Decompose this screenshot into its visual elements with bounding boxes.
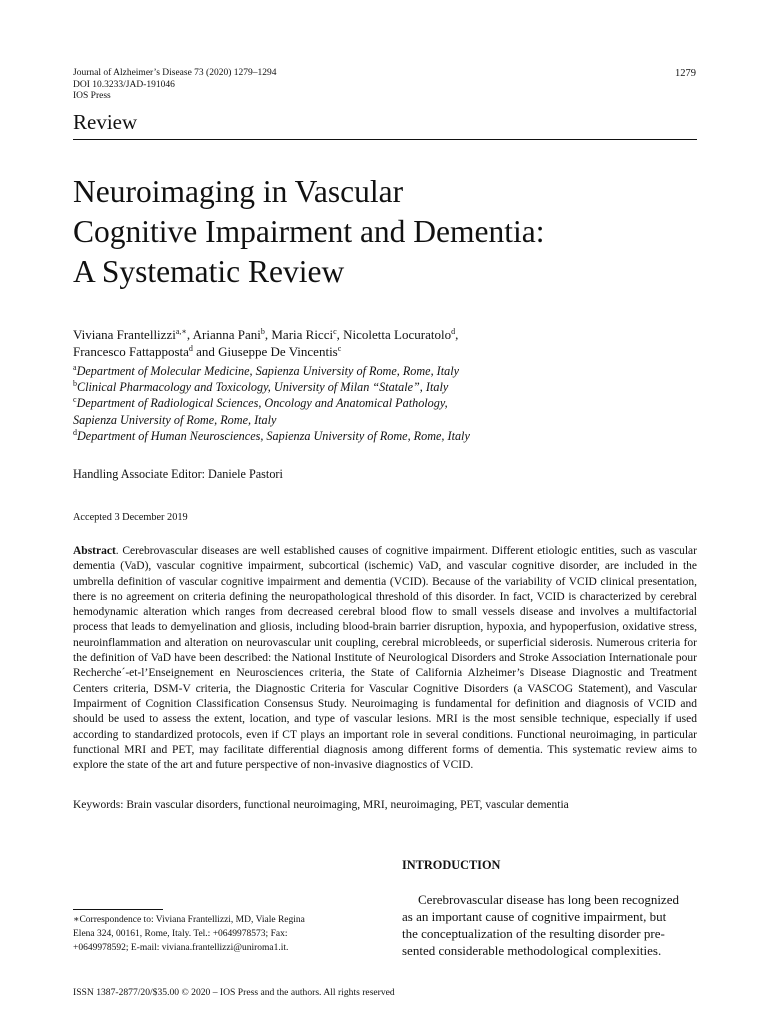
affiliation-list	[73, 363, 697, 444]
author-affil-mark: c	[333, 327, 337, 336]
title-line: Cognitive Impairment and Dementia:	[73, 214, 545, 249]
body-line: the conceptualization of the resulting disorder pre-	[402, 926, 665, 941]
author-affil-mark: d	[188, 344, 193, 353]
title-line: A Systematic Review	[73, 254, 345, 289]
page-number: 1279	[675, 68, 696, 79]
abstract	[73, 544, 697, 773]
body-line: sented considerable methodological complexities.	[402, 943, 662, 958]
author-list	[73, 326, 697, 360]
introduction-heading: INTRODUCTION	[402, 858, 501, 872]
footnote-line: ∗Correspondence to: Viviana Frantellizzi, MD, Viale Regina	[73, 915, 305, 925]
section-label: Review	[73, 110, 138, 134]
author-line	[73, 343, 697, 360]
affiliation-text: Department of Molecular Medicine, Sapienza University of Rome, Rome, Italy	[76, 364, 460, 378]
keywords: Keywords: Brain vascular disorders, functional neuroimaging, MRI, neuroimaging, PET, vascular dementia	[73, 799, 569, 811]
author-separator: and	[192, 344, 219, 359]
journal-citation: Journal of Alzheimer’s Disease 73 (2020) 1279–1294	[73, 68, 277, 78]
handling-editor: Handling Associate Editor: Daniele Pastori	[73, 467, 283, 481]
introduction-body	[402, 891, 697, 959]
author-name: Maria Ricci	[271, 327, 334, 342]
affiliation-text: Department of Human Neurosciences, Sapienza University of Rome, Rome, Italy	[77, 428, 470, 443]
publisher: IOS Press	[73, 91, 111, 101]
author-affil-mark: b	[260, 327, 265, 336]
author-affil-mark: c	[337, 344, 342, 353]
journal-metadata	[73, 68, 277, 103]
author-name: Giuseppe De Vincentis	[218, 344, 338, 359]
author-name: Francesco Fattapposta	[73, 344, 189, 359]
affiliation	[73, 412, 697, 428]
footnote-line: +0649978592; E-mail: viviana.frantellizzi@uniroma1.it.	[73, 943, 289, 953]
issn-copyright: ISSN 1387-2877/20/$35.00 © 2020 – IOS Press and the authors. All rights reserved	[73, 987, 395, 998]
correspondence-footnote	[73, 913, 367, 955]
author-affil-mark: a,∗	[175, 327, 187, 336]
affiliation	[73, 363, 697, 379]
header-rule	[73, 139, 697, 140]
affiliation	[73, 379, 697, 395]
author-separator: ,	[455, 327, 459, 342]
affiliation-text: Sapienza University of Rome, Rome, Italy	[73, 412, 277, 427]
affiliation	[73, 428, 697, 444]
paper-title	[73, 172, 693, 292]
author-line	[73, 326, 697, 343]
footnote-rule	[73, 909, 163, 910]
body-line: as an important cause of cognitive impairment, but	[402, 909, 667, 924]
body-line: Cerebrovascular disease has long been recognized	[418, 892, 679, 907]
affiliation	[73, 395, 697, 411]
title-line: Neuroimaging in Vascular	[73, 174, 404, 209]
footnote-line: Elena 324, 00161, Rome, Italy. Tel.: +0649978573; Fax:	[73, 929, 288, 939]
doi: DOI 10.3233/JAD-191046	[73, 79, 175, 90]
abstract-label: Abstract	[73, 545, 116, 557]
author-name: Viviana Frantellizzi	[73, 327, 176, 342]
affiliation-mark: c	[73, 395, 77, 405]
affiliation-text: Department of Radiological Sciences, Oncology and Anatomical Pathology,	[76, 396, 448, 411]
abstract-text: . Cerebrovascular diseases are well established causes of cognitive impairment. Different etiologic entities, such as vascular dementia (VaD), vascular cognitive impairment, subcortical (ischemic) VaD, and vascular cognitive disorder, are included in the umbrella definition of vascular cognitive impairment and dementia (VCID). Because of the variability of VCID clinical presentation, there is no agreement on criteria defining the neuropathological threshold of this disorder. In fact, VCID is characterized by cerebral hemodynamic alteration which ranges from decreased cerebral blood flow to small vessels disease and involves a multifactorial process that leads to demyelination and gliosis, including blood-brain barrier disruption, hypoxia, and hypoperfusion, oxidative stress, neuroinflammation and alteration on neurovascular unit coupling, cerebral microbleeds, or superficial siderosis. Numerous criteria for the definition of VaD have been described: the National Institute of Neurological Disorders and Stroke Association Internationale pour Recherche´-et-l’Enseignement en Neurosciences criteria, the State of California Alzheimer’s Disease Diagnostic and Treatment Centers criteria, DSM-V criteria, the Diagnostic Criteria for Vascular Cognitive Disorders (a VASCOG Statement), and Vascular Impairment of Cognition Classification Consensus Study. Neuroimaging is fundamental for definition and diagnosis of VCID and should be used to assess the extent, location, and type of vascular lesions. MRI is the most sensible technique, especially if used according to standardized protocols, even if CT plays an important role in several conditions. Functional neuroimaging, in particular functional MRI and PET, may facilitate differential diagnosis among different forms of dementia. This systematic review aims to explore the state of the art and future perspective of non-invasive diagnostics of VCID.	[73, 545, 697, 772]
author-separator: ,	[186, 327, 193, 342]
author-separator: ,	[336, 327, 344, 342]
affiliation-mark: a	[73, 363, 77, 372]
author-separator: ,	[264, 327, 272, 342]
accepted-date: Accepted 3 December 2019	[73, 512, 188, 523]
author-affil-mark: d	[451, 327, 456, 336]
author-name: Nicoletta Locuratolo	[343, 327, 452, 342]
affiliation-mark: b	[73, 379, 77, 389]
affiliation-mark: d	[73, 427, 77, 437]
author-name: Arianna Pani	[192, 327, 261, 342]
affiliation-text: Clinical Pharmacology and Toxicology, University of Milan “Statale”, Italy	[77, 380, 449, 395]
